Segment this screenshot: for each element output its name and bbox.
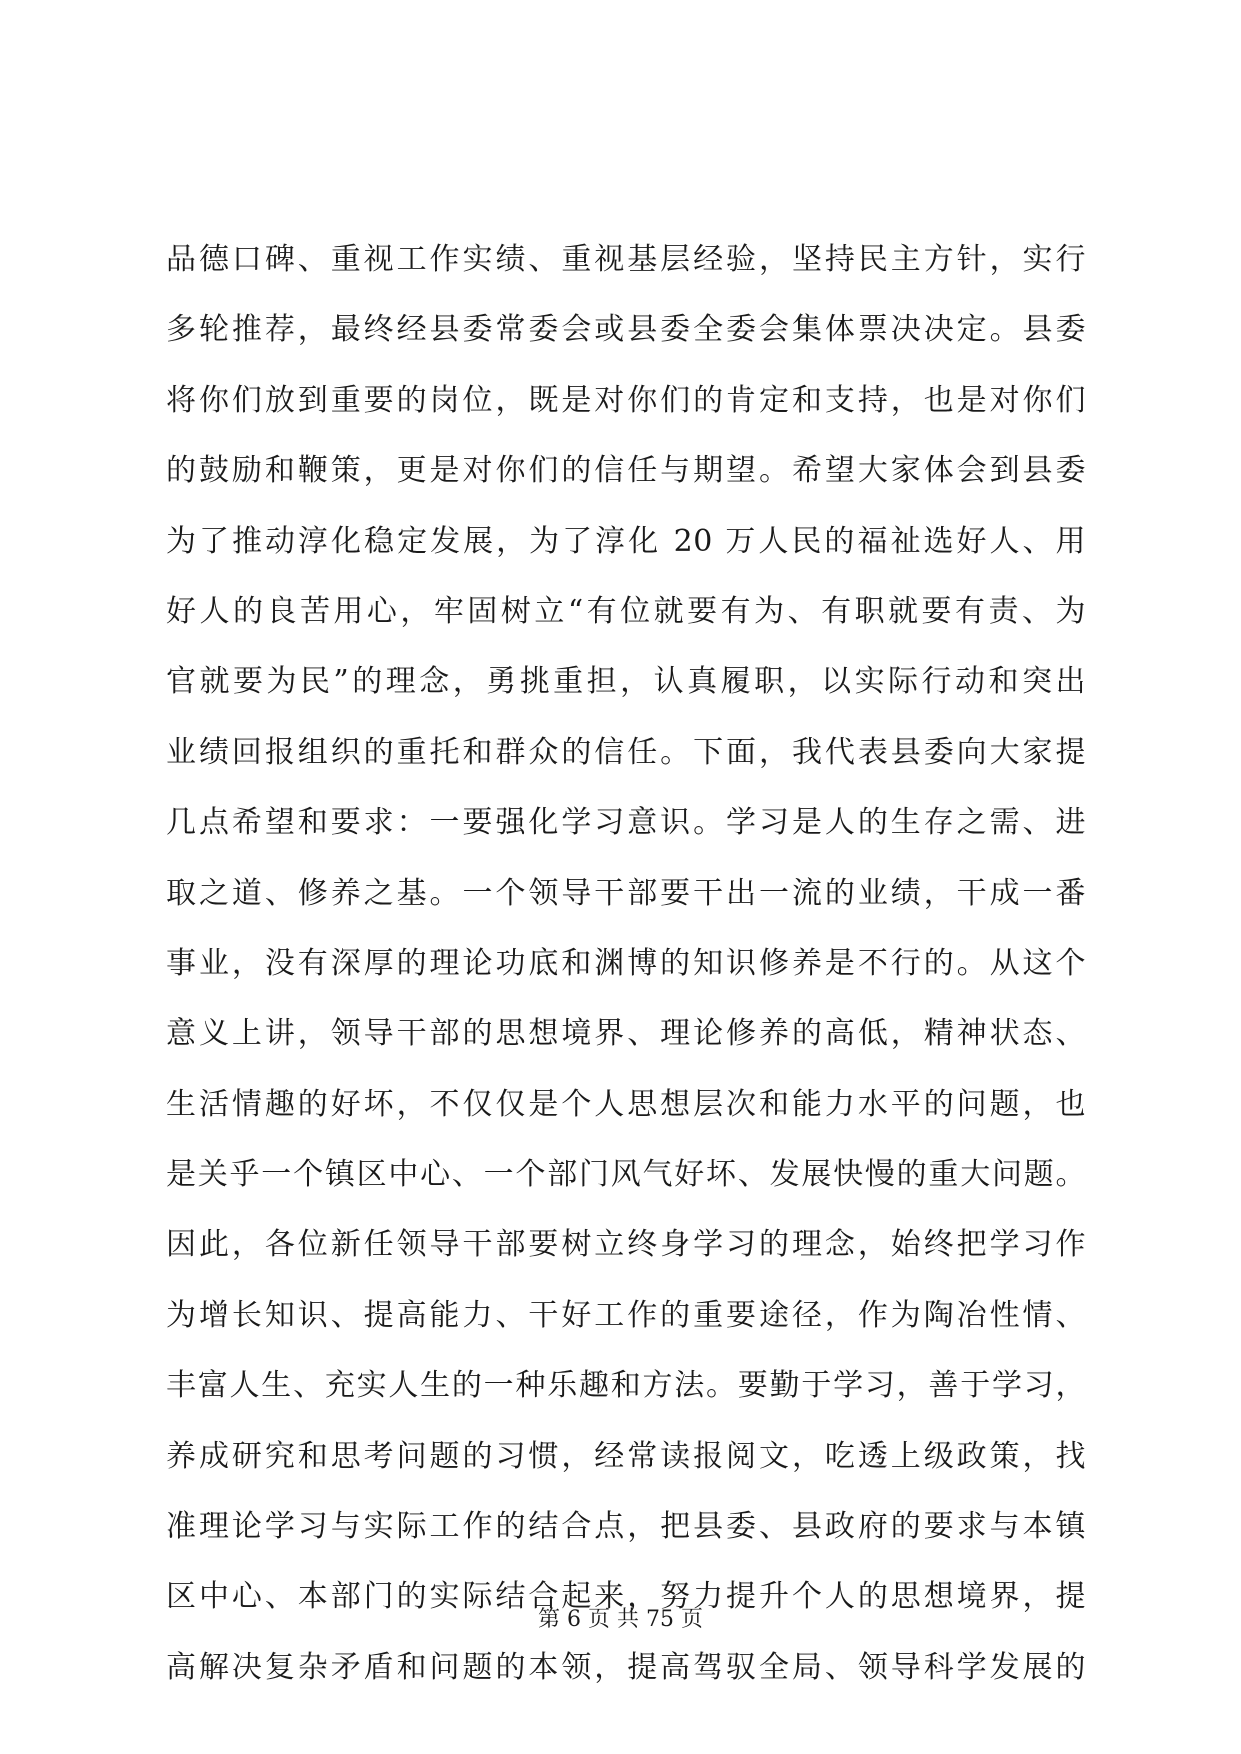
text-line: 丰富人生、充实人生的一种乐趣和方法。要勤于学习，善于学习， <box>166 1368 1086 1404</box>
text-line: 官就要为民”的理念，勇挑重担，认真履职，以实际行动和突出 <box>166 664 1086 700</box>
text-line: 是关乎一个镇区中心、一个部门风气好坏、发展快慢的重大问题。 <box>166 1157 1086 1193</box>
text-line: 养成研究和思考问题的习惯，经常读报阅文，吃透上级政策，找 <box>166 1438 1086 1474</box>
text-line: 事业，没有深厚的理论功底和渊博的知识修养是不行的。从这个 <box>166 945 1086 981</box>
text-line: 为增长知识、提高能力、干好工作的重要途径，作为陶冶性情、 <box>166 1297 1086 1333</box>
text-line: 业绩回报组织的重托和群众的信任。下面，我代表县委向大家提 <box>166 734 1086 770</box>
text-line: 高解决复杂矛盾和问题的本领，提高驾驭全局、领导科学发展的 <box>166 1649 1086 1685</box>
text-line: 多轮推荐，最终经县委常委会或县委全委会集体票决决定。县委 <box>166 312 1086 348</box>
text-line: 的鼓励和鞭策，更是对你们的信任与期望。希望大家体会到县委 <box>166 453 1086 489</box>
text-line: 将你们放到重要的岗位，既是对你们的肯定和支持，也是对你们 <box>166 382 1086 418</box>
page-footer: 第 6 页 共 75 页 <box>538 1607 703 1632</box>
text-line: 好人的良苦用心，牢固树立“有位就要有为、有职就要有责、为 <box>166 593 1086 629</box>
text-line: 为了推动淳化稳定发展，为了淳化 20 万人民的福祉选好人、用 <box>166 523 1086 559</box>
text-line: 准理论学习与实际工作的结合点，把县委、县政府的要求与本镇 <box>166 1509 1086 1545</box>
text-line: 因此，各位新任领导干部要树立终身学习的理念，始终把学习作 <box>166 1227 1086 1263</box>
text-line: 生活情趣的好坏，不仅仅是个人思想层次和能力水平的问题，也 <box>166 1086 1086 1122</box>
text-line: 意义上讲，领导干部的思想境界、理论修养的高低，精神状态、 <box>166 1016 1086 1052</box>
text-line: 几点希望和要求：一要强化学习意识。学习是人的生存之需、进 <box>166 805 1086 841</box>
text-line: 区中心、本部门的实际结合起来，努力提升个人的思想境界，提 <box>166 1579 1086 1615</box>
text-line: 品德口碑、重视工作实绩、重视基层经验，坚持民主方针，实行 <box>166 242 1086 277</box>
body-text <box>166 225 1086 1703</box>
text-line: 取之道、修养之基。一个领导干部要干出一流的业绩，干成一番 <box>166 875 1086 911</box>
